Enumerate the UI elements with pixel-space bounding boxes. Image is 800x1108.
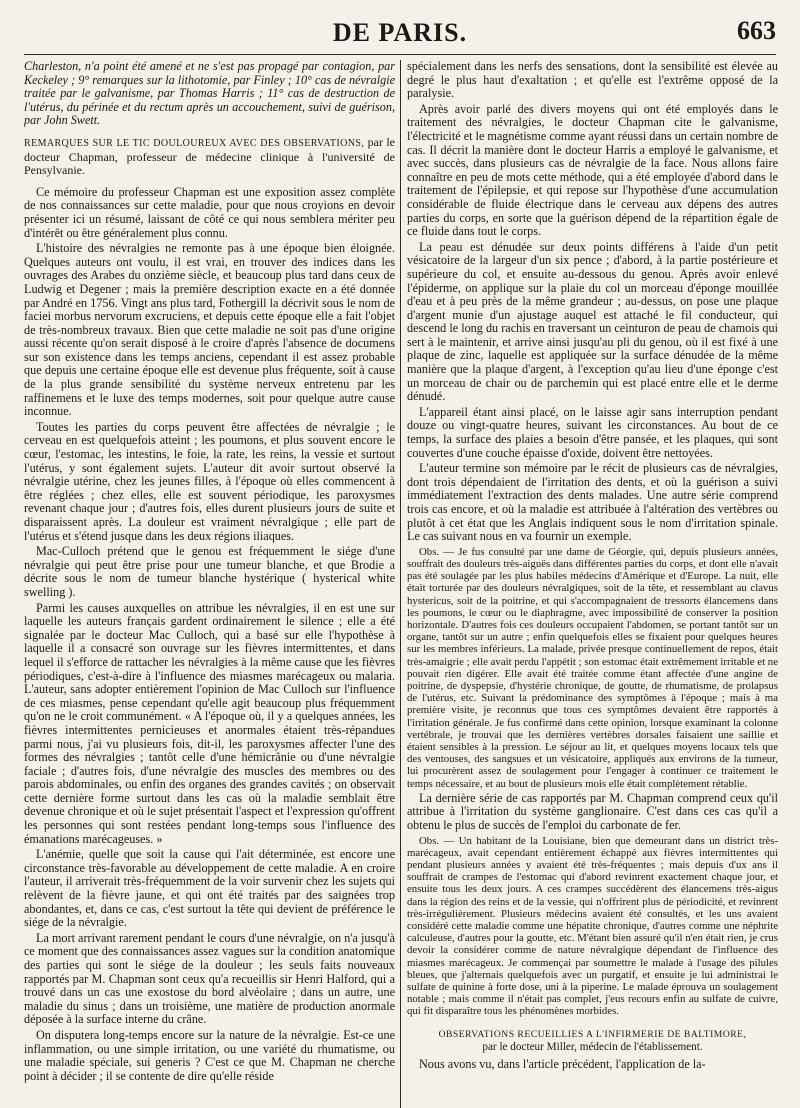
paragraph: Nous avons vu, dans l'article précédent, l'application de la- bbox=[419, 1056, 706, 1071]
paragraph: L'appareil étant ainsi placé, on le laisse agir sans interruption pendant douze ou vingt-quatre heures, suivant les circonstances. Au bout de ce temps, la surface des plaies a besoin d'être pansée, et les plaques, qui sont couvertes d'une couche épaisse d'oxide, doivent être nettoyées. bbox=[407, 404, 778, 460]
observation-paragraph: Obs. — Je fus consulté par une dame de Géorgie, qui, depuis plusieurs années, souffrait des douleurs très-aiguës dans différentes parties du corps, et dont elle n'avait pas été soulagée par les plus habiles médecins d'Amérique et d'Europe. La nuit, elle était torturée par des douleurs névralgiques, soit de la tête, et ressemblant au clavus hystericus, soit de la poitrine, et qui s'accompagnaient de tressorts élancemens dans les poumons, le cœur ou le diaphragme, avec impossibilité de conserver la position horizontale. D'autres fois ces douleurs occupaient l'abdomen, se portant tantôt sur un organe, tantôt sur un autre ; enfin quelquefois elles se fixaient pour quelques heures sur les membres inférieurs. La malade, privée presque continuellement de repos, était très-amaigrie ; elle avait perdu l'appétit ; son estomac était extrêmement irritable et ne pouvait rien digérer. Elle avait été traitée comme étant affectée d'une angine de poitrine, de dyspepsie, d'hystérie chronique, de goutte, de rhumatisme, de prolapsus de l'utérus, etc. Suivant la prédominance des symptômes à l'époque ; mais à ma première visite, je reconnus que tous ces symptômes devaient être rapportés à l'irritation générale. Je fus confirmé dans cette opinion, lorsque examinant la colonne vertébrale, je trouvai que les dernières vertèbres dorsales faisaient une saillie et étaient sensibles à la pression. Le séjour au lit, et quelques moyens locaux tels que des ventouses, des sangsues et un vésicatoire, appliqués aux environs de la tumeur, lui procurèrent assez de soulagement pour l'engager à continuer ce traitement le temps nécessaire, et au bout de plusieurs mois elle était complètement rétablie. bbox=[407, 545, 778, 790]
paragraph: Charleston, n'a point été amené et ne s'est pas propagé par contagion, par Keckeley ; 9° remarques sur la lithotomie, par Finley ; 10° cas de névralgie traitée par le galvanisme, par Thomas Harris ; 11° cas de destruction de l'utérus, du périnée et du rectum après un accouchement, suivi de guérison, par John Swett. bbox=[24, 60, 395, 128]
section-title: OBSERVATIONS RECUEILLIES A L'INFIRMERIE DE BALTIMORE, bbox=[438, 1028, 747, 1040]
paragraph: La mort arrivant rarement pendant le cours d'une névralgie, on n'a jusqu'à ce moment que des connaissances assez vagues sur la condition anatomique des parties qui sont le siége de la douleur ; les seuls faits nouveaux rapportés par M. Chapman sont ceux qu'a recueillis sir Henri Halford, qui a trouvé dans un cas une exostose du bord alvéolaire ; dans un autre, une maladie du sinus ; dans un troisième, une matière de production anormale déposée à la surface interne du crâne. bbox=[24, 930, 395, 1027]
paragraph: La dernière série de cas rapportés par M. Chapman comprend ceux qu'il attribue à l'irritation du système ganglionaire. C'est dans ces cas qu'il a obtenu le plus de succès de l'emploi du carbonate de fer. bbox=[407, 790, 778, 833]
paragraph: L'histoire des névralgies ne remonte pas à une époque bien éloignée. Quelques auteurs ont voulu, il est vrai, en trouver des indices dans les ouvrages des Arabes du onzième siècle, et beaucoup plus tard dans ceux de Ludwig et Degener ; mais la première description exacte en a été donnée par André en 1756. Vingt ans plus tard, Fothergill la décrivit sous le nom de faciei morbus nervorum excruciens, et depuis cette époque elle a fait l'objet de très-nombreux travaux. Bien que cette maladie ne soit pas d'une origine aussi récente qu'on serait disposé à le croire d'après l'absence de documens sur son existence dans les temps anciens, cependant il est assez probable que depuis une certaine époque elle est devenue plus fréquente, soit à cause de la plus grande sensibilité du système nerveux entretenu par les raffinemens et le luxe des temps modernes, soit pour quelque autre cause inconnue. bbox=[24, 241, 395, 419]
observation-paragraph: Obs. — Un habitant de la Louisiane, bien que demeurant dans un district très-marécageux, avait cependant entièrement échappé aux fièvres intermittentes qui pendant plusieurs années y avaient été très-fréquentes ; mais depuis d'ux ans il souffrait de crampes de l'estomac qui d'abord revinrent exactement chaque jour, et ensuite tous les deux jours. A ces crampes succédèrent des élancemens très-aigus dans la région des reins et de la vessie, qui n'offrirent plus de périodicité, et revinrent très-irrégulièrement. Plusieurs médecins avaient été consultés, et les uns avaient considéré cette maladie comme une hépatite chronique, d'autres comme une néphrite calculeuse, d'autres pour la goutte, etc. M'étant bien assuré qu'il n'en était rien, je crus devoir la considérer comme de nature névralgique dépendant de l'influence des miasmes marécageux. Je commençai par soumettre le malade à l'usage des pilules bleues, que j'alternais quelquefois avec un purgatif, et ensuite je lui administrai le sulfate de quinine à forte dose, uni à la piperine. Le malade éprouva un soulagement notable ; mais comme il n'était pas complet, j'eus recours enfin au sulfate de cuivre, qui fit disparaître tous les phénomènes morbides. bbox=[407, 834, 778, 1018]
article-title: REMARQUES SUR LE TIC DOULOUREUX AVEC DES OBSERVATIONS, bbox=[24, 137, 365, 149]
paragraph: Mac-Culloch prétend que le genou est fréquemment le siége d'une névralgie qui peut être prise pour une tumeur blanche, et que Brodie a décrite sous le nom de tumeur blanche hystérique ( hysterical white swelling ). bbox=[24, 544, 395, 599]
paragraph: On disputera long-temps encore sur la nature de la névralgie. Est-ce une inflammation, ou une simple irritation, ou une variété du rhumatisme, ou une maladie spéciale, sui generis ? C'est ce que M. Chapman ne cherche point à décider ; il se contente de dire qu'elle réside bbox=[24, 1027, 395, 1083]
paragraph: L'anémie, quelle que soit la cause qui l'ait déterminée, est encore une circonstance très-favorable au développement de cette maladie. A en croire l'auteur, il arriverait très-fréquemment de la voir survenir chez les sujets qui relèvent de la fièvre jaune, et qui ont été traités par des saignées trop abondantes, et, dans ce cas, c'est surtout la tête qui devient de préférence le siége de la névralgie. bbox=[24, 847, 395, 930]
left-column bbox=[24, 60, 395, 1108]
paragraph: Après avoir parlé des divers moyens qui ont été employés dans le traitement des névralgies, le docteur Chapman cite le galvanisme, l'électricité et le magnétisme comme ayant réussi dans un certain nombre de cas. Il décrit la manière dont le docteur Harris a employé le galvanisme, et avec succès, dans plusieurs cas de névralgie de la face. Nous allons faire connaître en peu de mots cette méthode, qui a été employée d'abord dans le traitement de l'épilepsie, et qui repose sur l'hypothèse d'une accumulation considérable de fluide électrique dans le cerveau aux dépens des autres parties du corps, en sorte que la guérison dépend de la répartition égale de ce fluide dans tout le corps. bbox=[407, 101, 778, 239]
page-header bbox=[24, 10, 776, 55]
two-column-body bbox=[24, 60, 776, 1108]
running-title: DE PARIS. bbox=[332, 18, 468, 47]
paragraph: La peau est dénudée sur deux points différens à l'aide d'un petit vésicatoire de la largeur d'un six pence ; d'abord, à la partie postérieure et supérieure du col, et ensuite au-dessous du genou. Après avoir enlevé l'épiderme, on applique sur la plaie du col un morceau d'éponge mouillée d'eau et à peu près de la même grandeur ; au-dessus, on pose une plaque d'argent munie d'un ajustage auquel est attaché le fil conducteur, qui descend le long du rachis en traversant un ceinturon de peau de chamois qui sert à le maintenir, et arrive ainsi jusqu'au pli du genou, où il est fixé à une plaque de zinc, laquelle est appliquée sur la surface dénudée de la même manière que la plaque d'argent, à l'exception qu'au lieu d'une éponge c'est un morceau de chair ou de parchemin qui est placé entre elle et le derme dénudé. bbox=[407, 239, 778, 404]
paragraph: L'auteur termine son mémoire par le récit de plusieurs cas de névralgies, dont trois dépendaient de l'irritation des dents, et où la guérison a suivi immédiatement l'extraction des dents malades. Une autre série comprend trois cas encore, et où la maladie est attribuée à l'altération des vertèbres ou plutôt à cet état que les Anglais indiquent sous le nom d'irritation spinale. Le cas suivant nous en va fournir un exemple. bbox=[407, 461, 778, 544]
paragraph: Ce mémoire du professeur Chapman est une exposition assez complète de nos connaissances sur cette maladie, pour que nous croyions en devoir présenter ici un résumé, laissant de côté ce qui nous semblera mériter peu d'intérêt ou être généralement plus connu. bbox=[24, 184, 395, 240]
right-column bbox=[407, 60, 778, 1108]
section-author: par le docteur Miller, médecin de l'établissement. bbox=[482, 1040, 703, 1053]
section-heading bbox=[407, 1028, 778, 1054]
paragraph: Toutes les parties du corps peuvent être affectées de névralgie ; le cerveau en est quelquefois atteint ; les poumons, et plus souvent encore le cœur, l'estomac, les intestins, le foie, la rate, les reins, la vessie et surtout l'utérus, y sont également sujets. L'auteur dit avoir surtout observé la névralgie utérine, chez les jeunes filles, à l'époque où elles commencent à être réglées ; chez elles, elle est souvent périodique, les paroxysmes revenant chaque jour ; d'autres fois, elles durent plusieurs jours de suite et disparaissent après. La douleur est vraiment névralgique ; elle part de l'utérus et s'étend jusque dans les deux régions iliaques. bbox=[24, 419, 395, 543]
paragraph: Parmi les causes auxquelles on attribue les névralgies, il en est une sur laquelle les auteurs français gardent ordinairement le silence ; elle a été signalée par le docteur Mac Culloch, qui a basé sur elle l'hypothèse à laquelle il a consacré son ouvrage sur les fièvres intermittentes, et dans lequel il s'efforce de rattacher les névralgies à la même cause que les fièvres périodiques, c'est-à-dire à l'influence des miasmes marécageux ou malaria. L'auteur, sans adopter entièrement l'opinion de Mac Culloch sur l'influence de ces miasmes, pense cependant qu'elle agit beaucoup plus fréquemment qu'on ne le croit communément. « A l'époque où, il y a quelques années, les fièvres intermittentes pernicieuses et anormales étaient très-répandues parmi nous, j'ai vu plusieurs fois, dit-il, les paroxysmes affecter l'une des formes des névralgies ; tantôt celle d'une hémicrânie ou d'une névralgie faciale ; d'autres fois, d'une névralgie des muscles des membres ou des parois abdominales, ou enfin des organes des grandes cavités ; on observait cette dernière forme surtout dans les cas où la maladie semblait être devenue chronique et où le sujet présentait l'aspect et l'expression qu'offrent les personnes qui sont restées pendant long-temps sous l'influence des émanations marécageuses. » bbox=[24, 600, 395, 846]
article-heading bbox=[24, 136, 395, 178]
column-divider bbox=[400, 60, 401, 1108]
page-number: 663 bbox=[737, 16, 776, 45]
article-author: par le docteur Chapman, professeur de médecine clinique à l'université de Pensylvanie. bbox=[24, 134, 395, 178]
paragraph: spécialement dans les nerfs des sensations, dont la sensibilité est élevée au degré le plus haut d'exaltation ; et qu'elle est l'extrême opposé de la paralysie. bbox=[407, 60, 778, 101]
